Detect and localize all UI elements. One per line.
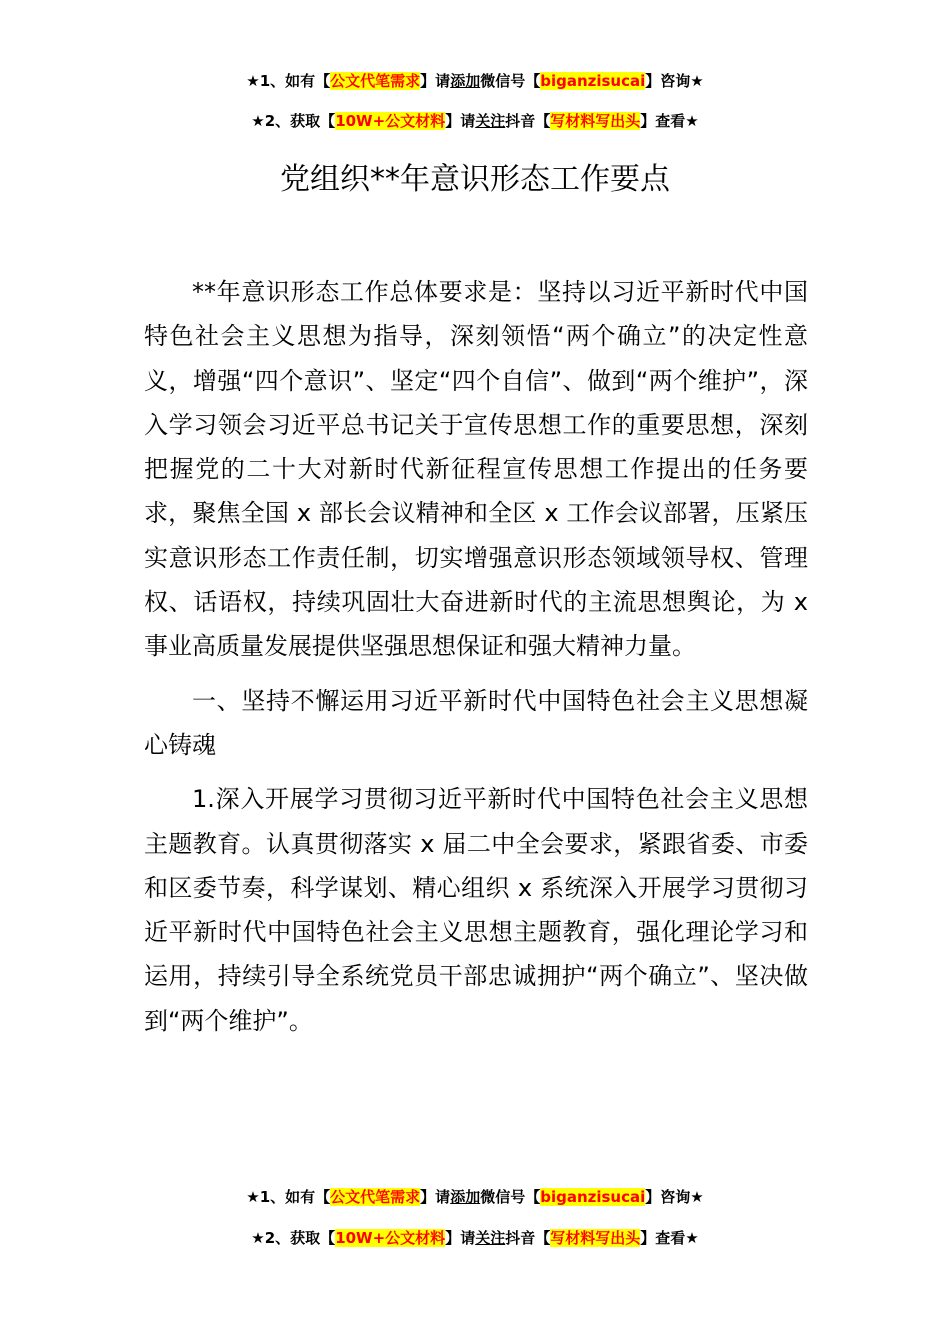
- banner-suffix: 】查看★: [640, 1229, 699, 1247]
- banner-highlight-douyin-id: 写材料写出头: [550, 1229, 641, 1247]
- banner-mid: 】请: [420, 1188, 451, 1206]
- section-heading: 一、坚持不懈运用习近平新时代中国特色社会主义思想凝心铸魂: [144, 686, 808, 759]
- header-banner-line2: [0, 110, 950, 132]
- banner-highlight-wechat-id: biganzisucai: [540, 1188, 646, 1206]
- banner-prefix: ★1、如有【: [246, 72, 331, 90]
- banner-emphasis: 关注: [475, 1229, 506, 1247]
- banner-mid: 】请: [420, 72, 451, 90]
- banner-suffix: 】咨询★: [645, 1188, 704, 1206]
- banner-highlight-materials: 10W+公文材料: [335, 1229, 446, 1247]
- banner-suffix: 】咨询★: [645, 72, 704, 90]
- paragraph-overview: **年意识形态工作总体要求是：坚持以习近平新时代中国特色社会主义思想为指导，深刻领悟“两个确立”的决定性意义，增强“四个意识”、坚定“四个自信”、做到“两个维护”，深入学习领会习近平总书记关于宣传思想工作的重要思想，深刻把握党的二十大对新时代新征程宣传思想工作提出的任务要求，聚焦全国 x 部长会议精神和全区 x 工作会议部署，压紧压实意识形态工作责任制，切实增强意识形态领域领导权、管理权、话语权，持续巩固壮大奋进新时代的主流思想舆论，为 x 事业高质量发展提供坚强思想保证和强大精神力量。: [144, 278, 808, 661]
- banner-prefix: ★1、如有【: [246, 1188, 331, 1206]
- paragraph-item-1: 1.深入开展学习贯彻习近平新时代中国特色社会主义思想主题教育。认真贯彻落实 x 届二中全会要求，紧跟省委、市委和区委节奏，科学谋划、精心组织 x 系统深入开展学习贯彻习近平新时代中国特色社会主义思想主题教育，强化理论学习和运用，持续引导全系统党员干部忠诚拥护“两个确立”、坚决做到“两个维护”。: [144, 785, 808, 1035]
- banner-suffix: 】查看★: [640, 112, 699, 130]
- banner-prefix: ★2、获取【: [251, 1229, 336, 1247]
- banner-prefix: ★2、获取【: [251, 112, 336, 130]
- footer-banner-line2: [0, 1227, 950, 1249]
- banner-emphasis: 添加: [450, 1188, 481, 1206]
- banner-highlight-service: 公文代笔需求: [330, 72, 421, 90]
- banner-highlight-materials: 10W+公文材料: [335, 112, 446, 130]
- banner-mid: 】请: [445, 1229, 476, 1247]
- footer-banner-line1: [0, 1186, 950, 1208]
- banner-highlight-douyin-id: 写材料写出头: [550, 112, 641, 130]
- banner-mid: 抖音【: [505, 112, 551, 130]
- banner-highlight-service: 公文代笔需求: [330, 1188, 421, 1206]
- document-body: [144, 270, 808, 1053]
- banner-emphasis: 关注: [475, 112, 506, 130]
- banner-highlight-wechat-id: biganzisucai: [540, 72, 646, 90]
- banner-emphasis: 添加: [450, 72, 481, 90]
- banner-mid: 微信号【: [480, 72, 541, 90]
- header-banner-line1: [0, 70, 950, 92]
- document-title: 党组织**年意识形态工作要点: [280, 162, 670, 197]
- banner-mid: 抖音【: [505, 1229, 551, 1247]
- banner-mid: 】请: [445, 112, 476, 130]
- banner-mid: 微信号【: [480, 1188, 541, 1206]
